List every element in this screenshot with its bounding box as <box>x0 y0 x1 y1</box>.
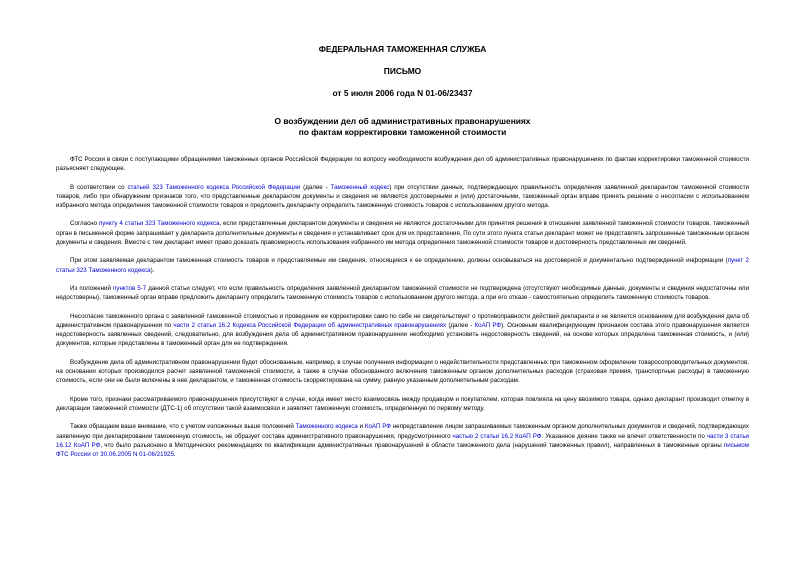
legal-reference-link[interactable]: пункт 2 статьи 323 Таможенного кодекса <box>56 257 749 274</box>
legal-reference-link[interactable]: пункту 4 статьи 323 Таможенного кодекса <box>98 220 220 228</box>
issuing-agency: ФЕДЕРАЛЬНАЯ ТАМОЖЕННАЯ СЛУЖБА <box>318 44 487 54</box>
paragraph-text: ). Основным квалифицирующим признаком состава этого правонарушения является недостоверность заявленных сведений, следовательно, для возбуждения дела об административном правонарушении необходимо установить недостоверность сведений, на основе которых определена таможенная стоимость, и (или) документов, которые представлены в таможенный орган для ее подтверждения. <box>56 321 750 348</box>
body-paragraph <box>56 284 749 303</box>
legal-reference-link[interactable]: части 3 статьи 16.12 КоАП РФ <box>56 432 750 449</box>
paragraph-text: , если представленные декларантом документы и сведения не являются достаточными для принятия решения в отношении заявленной таможенной стоимости товаров, таможенный орган в письменной форме запрашивает у декларанта дополнительные документы и сведения и устанавливает срок для их представления. По сути этого пункта статьи декларант может не представлять запрошенные таможенным органом документы и сведения. Вместе с тем декларант имеет право доказать правомерность использования избранного им метода определения таможенной стоимости товаров и достоверность представленных им сведений. <box>56 220 749 247</box>
body-paragraph <box>56 219 749 247</box>
paragraph-text: непредставление лицом запрашиваемых таможенным органом дополнительных документов и сведений, подтверждающих заявленную при декларировании таможенную стоимость, не образует состава административного правонарушения, предусмотренного <box>56 423 749 440</box>
body-paragraph <box>56 183 749 211</box>
body-paragraph <box>56 358 749 386</box>
paragraph-text: Также обращаем ваше внимание, что с учетом изложенных выше положений <box>70 423 296 431</box>
paragraph-text: . <box>173 451 176 459</box>
paragraph-text: Несогласие таможенного органа с заявленной таможенной стоимостью и проведение ее корректировки само по себе не свидетельствует о противоправности действий декларанта и не является основанием для возбуждения дела об административном правонарушении по <box>56 312 749 329</box>
body-paragraph <box>56 155 749 174</box>
title-line-1: О возбуждении дел об административных правонарушениях <box>274 116 531 126</box>
paragraph-text: , что было разъяснено в Методических рекомендациях по квалификации административных правонарушений в области таможенного дела (нарушений таможенных правил), направленных в таможенные органы <box>100 441 724 449</box>
paragraph-text: ) при отсутствии данных, подтверждающих правильность определения заявленной декларантом таможенной стоимости товаров, либо при обнаружении признаков того, что представленные декларантом документы и сведения не являются достоверными и (или) достаточными, таможенный орган вправе принять решение о несогласии с использованием избранного метода определения таможенной стоимости товаров и предложить декларанту определить таможенную стоимость товаров с использованием другого метода. <box>56 183 750 210</box>
legal-reference-link[interactable]: Таможенный кодекс <box>330 183 390 191</box>
paragraph-text: ФТС России в связи с поступающими обращениями таможенных органов Российской Федерации по вопросу необходимости возбуждения дел об административных правонарушениях по фактам корректировки таможенной стоимости разъясняет следующее. <box>56 156 749 173</box>
body-paragraph <box>56 256 749 275</box>
body-paragraph <box>56 395 749 414</box>
legal-reference-link[interactable]: КоАП РФ <box>474 321 502 329</box>
legal-reference-link[interactable]: письмом ФТС России от 30.06.2005 N 01-06/21925 <box>56 441 749 459</box>
paragraph-text: и <box>357 423 365 431</box>
document-date-number: от 5 июля 2006 года N 01-06/23437 <box>332 88 473 98</box>
body-paragraph <box>56 422 749 459</box>
paragraph-text: Кроме того, признаки рассматриваемого правонарушения присутствуют в случае, когда имеет место взаимосвязь между продавцом и покупателем, которая повлияла на цену ввозимого товара, однако декларант производит отметку в декларации таможенной стоимости (ДТС-1) об отсутствии такой взаимосвязи и заявляет таможенную стоимость, определенную по первому методу. <box>56 395 749 412</box>
paragraph-text: (далее - <box>446 321 475 329</box>
document-type: ПИСЬМО <box>383 66 422 76</box>
paragraph-text: При этом заявляемая декларантом таможенная стоимость товаров и представляемые им сведения, относящиеся к ее определению, должны основываться на достоверной и документально подтвержденной информации ( <box>70 257 728 265</box>
document-title <box>56 116 749 137</box>
paragraph-text: В соответствии со <box>70 183 128 191</box>
legal-reference-link[interactable]: пунктов 5-7 <box>113 284 147 292</box>
document-body <box>56 155 749 459</box>
paragraph-text: ). <box>150 266 155 274</box>
legal-reference-link[interactable]: статьей 323 Таможенного кодекса Российской Федерации <box>127 183 301 191</box>
paragraph-text: данной статьи следует, что если правильность определения заявленной декларантом таможенной стоимости не подтверждена (отсутствуют необходимые данные, документы и сведения недостаточны или недостоверны), таможенный орган вправе предложить декларанту определить таможенную стоимость товаров с использованием другого метода, а при его отказе - самостоятельно определить таможенную стоимость товаров. <box>56 284 749 302</box>
legal-reference-link[interactable]: частью 2 статьи 16.2 КоАП РФ <box>452 432 542 440</box>
paragraph-text: . Указанное деяние также не влечет ответственности по <box>541 432 707 440</box>
paragraph-text: Из положений <box>70 284 114 292</box>
legal-reference-link[interactable]: КоАП РФ <box>364 423 391 431</box>
legal-reference-link[interactable]: части 2 статьи 16.2 Кодекса Российской Федерации об административных правонарушениях <box>173 321 447 329</box>
paragraph-text: (далее - <box>300 183 331 191</box>
title-line-2: по фактам корректировки таможенной стоимости <box>298 126 507 137</box>
paragraph-text: Возбуждение дела об административном правонарушении будет обоснованным, например, в случае получения информации о недействительности представленных при таможенном оформлении товаросопроводительных документов, на основании которых производился расчет заявленной таможенной стоимости, а также в случае обоснованного включения таможенным органом дополнительных расходов (страховая премия, транспортные расходы) в таможенную стоимость, если они не были включены в нее декларантом, и таможенная стоимость скорректирована на сумму, равную указанным дополнительным расходам. <box>56 358 749 385</box>
legal-reference-link[interactable]: Таможенного кодекса <box>295 423 358 431</box>
paragraph-text: Согласно <box>70 220 99 228</box>
body-paragraph <box>56 312 749 349</box>
